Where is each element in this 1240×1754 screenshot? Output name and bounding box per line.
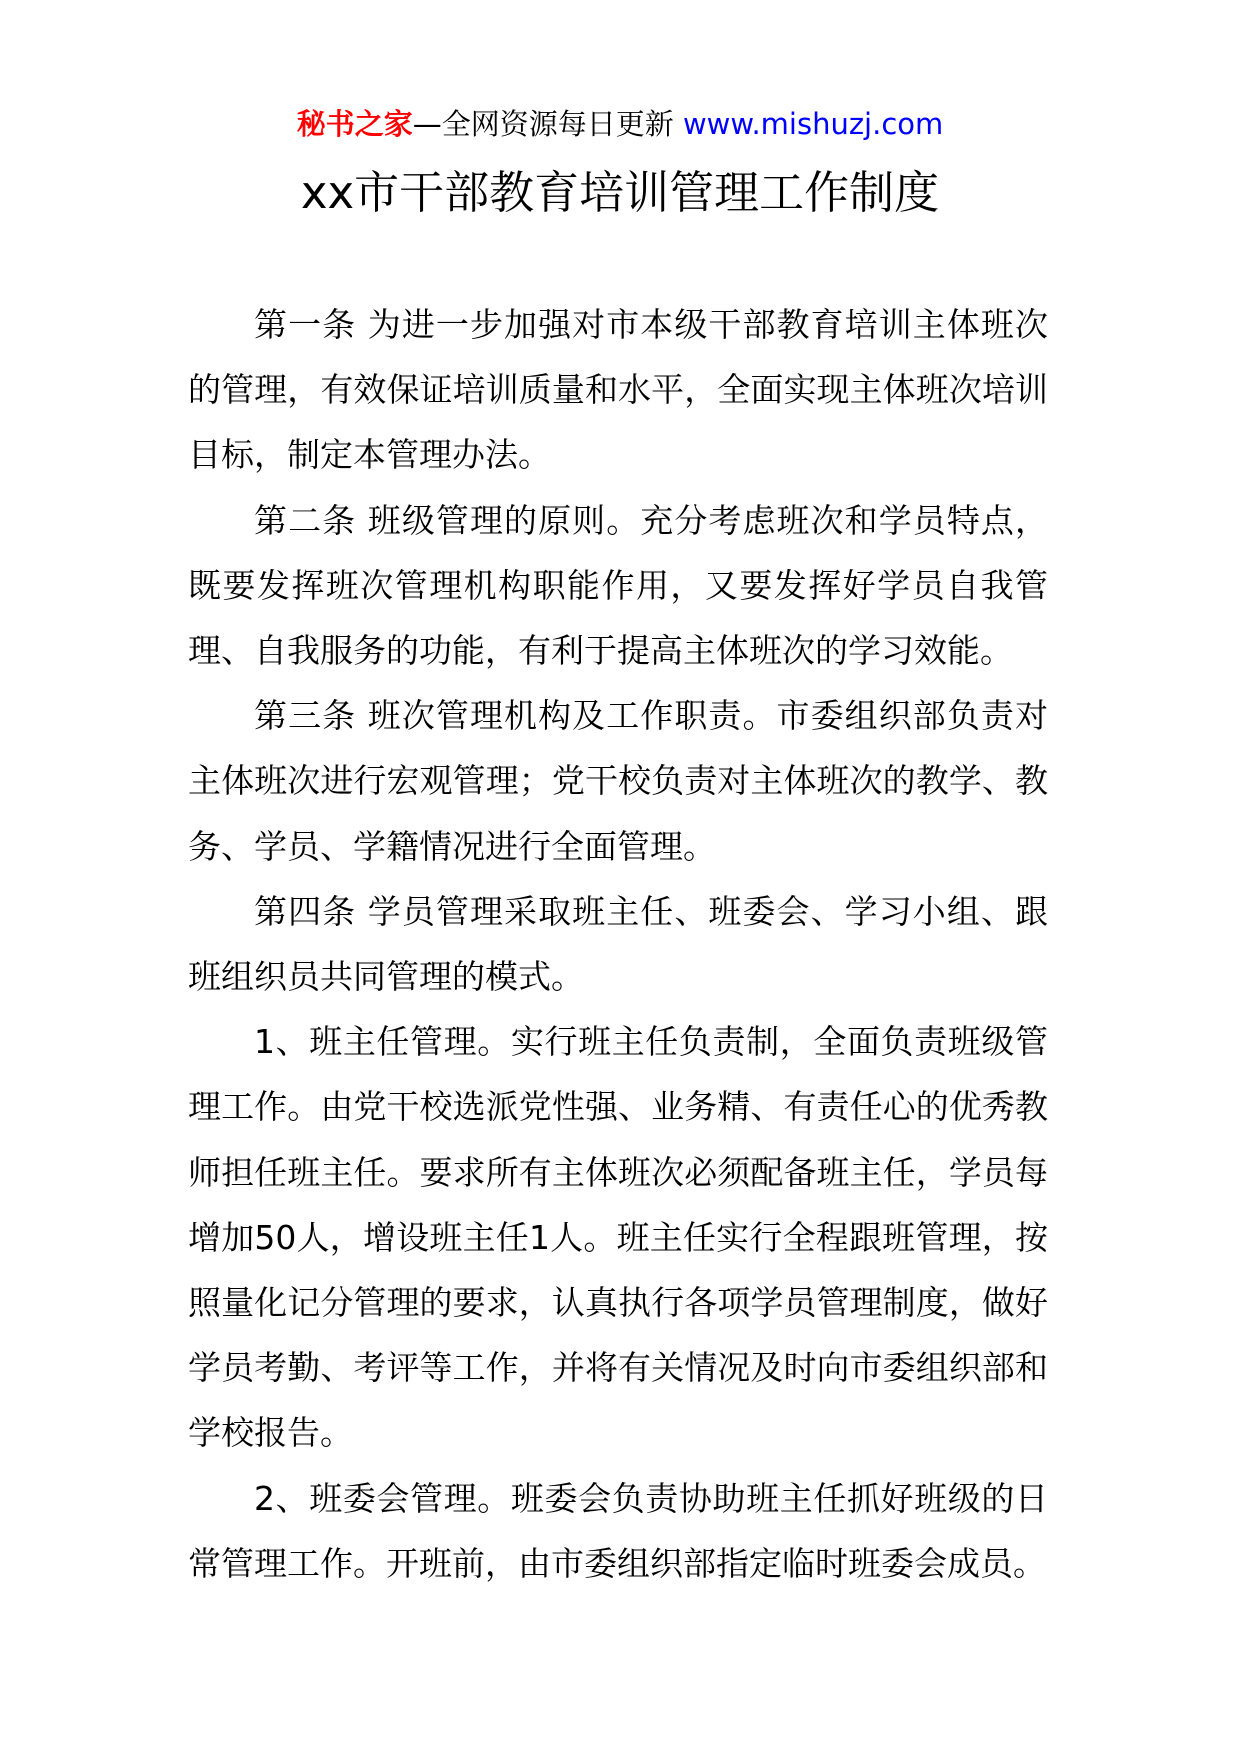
document-body (188, 292, 1048, 1596)
paragraph-article-4: 第四条 学员管理采取班主任、班委会、学习小组、跟班组织员共同管理的模式。 (188, 891, 1048, 997)
document-title: xx市干部教育培训管理工作制度 (300, 166, 940, 219)
paragraph-article-2: 第二条 班级管理的原则。充分考虑班次和学员特点，既要发挥班次管理机构职能作用，又要发挥好学员自我管理、自我服务的功能，有利于提高主体班次的学习效能。 (188, 500, 1048, 671)
site-url-link[interactable]: www.mishuzj.com (682, 107, 944, 141)
site-header (0, 104, 1240, 144)
paragraph-article-3: 第三条 班次管理机构及工作职责。市委组织部负责对主体班次进行宏观管理；党干校负责对主体班次的教学、教务、学员、学籍情况进行全面管理。 (188, 696, 1048, 866)
site-brand: 秘书之家 (296, 107, 413, 141)
site-slogan: —全网资源每日更新 (412, 107, 674, 141)
paragraph-item-1: 1、班主任管理。实行班主任负责制，全面负责班级管理工作。由党干校选派党性强、业务精、有责任心的优秀教师担任班主任。要求所有主体班次必须配备班主任，学员每增加50人，增设班主任1人。班主任实行全程跟班管理，按照量化记分管理的要求，认真执行各项学员管理制度，做好学员考勤、考评等工作，并将有关情况及时向市委组织部和学校报告。 (188, 1022, 1048, 1453)
paragraph-item-2: 2、班委会管理。班委会负责协助班主任抓好班级的日常管理工作。开班前，由市委组织部指定临时班委会成员。 (188, 1478, 1048, 1583)
paragraph-article-1: 第一条 为进一步加强对市本级干部教育培训主体班次的管理，有效保证培训质量和水平，全面实现主体班次培训目标，制定本管理办法。 (188, 305, 1048, 475)
